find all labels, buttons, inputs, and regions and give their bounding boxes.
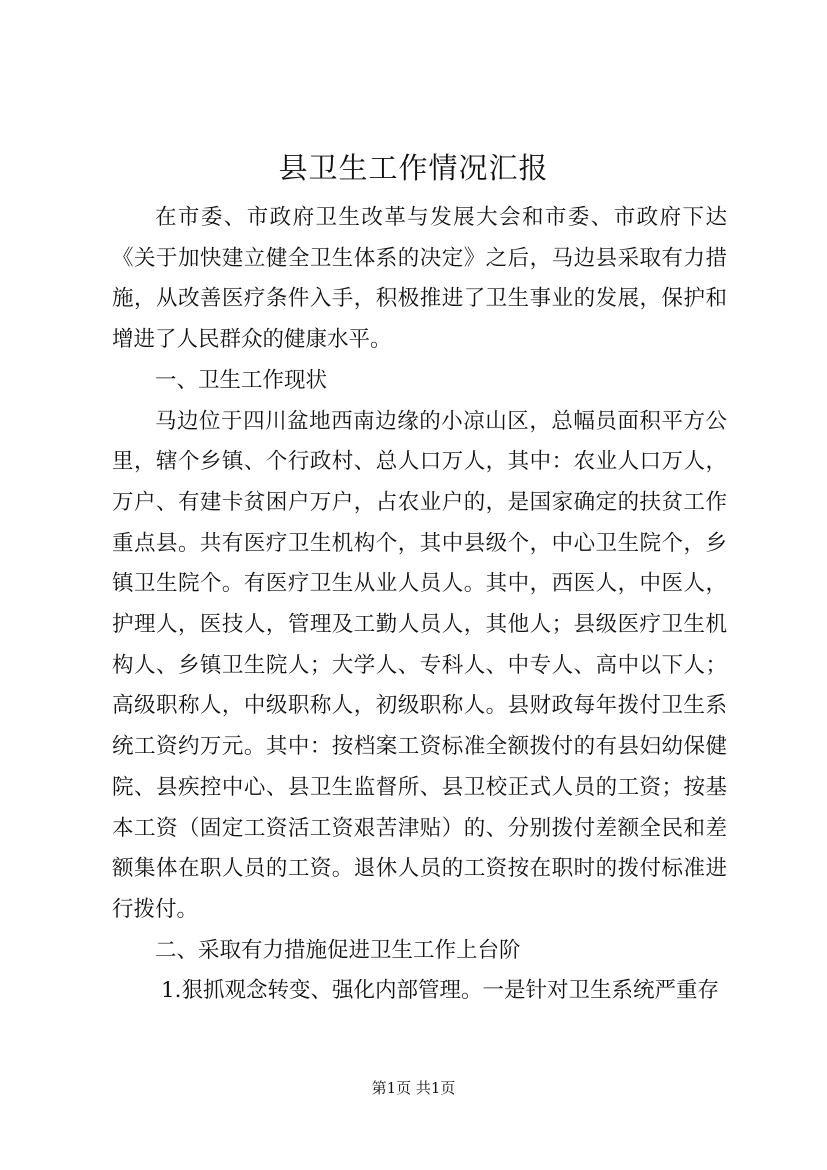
section-1-paragraph: 马边位于四川盆地西南边缘的小凉山区，总幅员面积平方公里，辖个乡镇、个行政村、总人口万人，其中：农业人口万人，万户、有建卡贫困户万户，占农业户的，是国家确定的扶贫工作重点县。共有医疗卫生机构个，其中县级个，中心卫生院个，乡镇卫生院个。有医疗卫生从业人员人。其中，西医人，中医人，护理人，医技人，管理及工勤人员人，其他人；县级医疗卫生机构人、乡镇卫生院人；大学人、专科人、中专人、高中以下人；高级职称人，中级职称人，初级职称人。县财政每年拨付卫生系统工资约万元。其中：按档案工资标准全额拨付的有县妇幼保健院、县疾控中心、县卫生监督所、县卫校正式人员的工资；按基本工资（固定工资活工资艰苦津贴）的、分别拨付差额全民和差额集体在职人员的工资。退休人员的工资按在职时的拨付标准进行拨付。 (112, 408, 727, 922)
section-1-heading: 一、卫生工作现状 (155, 367, 328, 393)
page-number-footer: 第1页 共1页 (371, 1079, 456, 1097)
section-2-heading: 二、采取有力措施促进卫生工作上台阶 (155, 937, 521, 963)
document-title: 县卫生工作情况汇报 (278, 151, 549, 185)
intro-paragraph: 在市委、市政府卫生改革与发展大会和市委、市政府下达《关于加快建立健全卫生体系的决定》之后，马边县采取有力措施，从改善医疗条件入手，积极推进了卫生事业的发展，保护和增进了人民群众的健康水平。 (112, 205, 727, 353)
section-2-item-1: 1.狠抓观念转变、强化内部管理。一是针对卫生系统严重存 (161, 978, 720, 1004)
document-body (112, 198, 727, 1012)
